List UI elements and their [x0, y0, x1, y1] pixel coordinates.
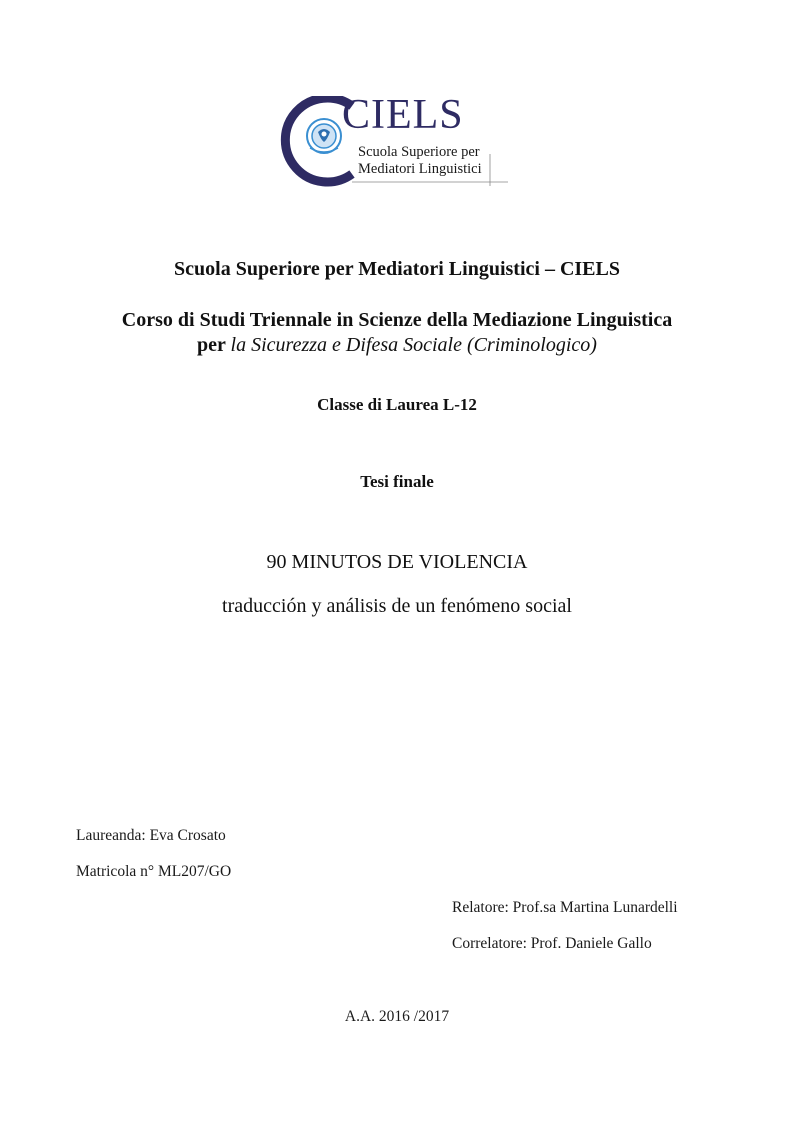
- logo-subtitle-line1: Scuola Superiore per: [358, 144, 480, 160]
- course-line2-suffix: (Criminologico): [466, 334, 597, 356]
- course-line1: Corso di Studi Triennale in Scienze della Mediazione Linguistica: [121, 309, 673, 331]
- thesis-title: 90 MINUTOS DE VIOLENCIA: [266, 551, 528, 573]
- degree-class: Classe di Laurea L-12: [317, 395, 477, 414]
- logo-wordmark: CIELS: [342, 92, 464, 138]
- relatore: Relatore: Prof.sa Martina Lunardelli: [452, 899, 678, 916]
- thesis-label: Tesi finale: [360, 472, 434, 491]
- thesis-subtitle: traducción y análisis de un fenómeno social: [222, 595, 572, 617]
- correlatore: Correlatore: Prof. Daniele Gallo: [452, 935, 652, 952]
- academic-year: A.A. 2016 /2017: [344, 1008, 450, 1025]
- ciels-logo: [280, 92, 510, 188]
- student-matricola: Matricola n° ML207/GO: [76, 863, 232, 880]
- course-line2-prefix: per: [197, 334, 226, 356]
- course-line2: [0, 335, 794, 355]
- student-name: Laureanda: Eva Crosato: [76, 827, 226, 844]
- logo-subtitle-line2: Mediatori Linguistici: [358, 161, 482, 177]
- school-name: Scuola Superiore per Mediatori Linguistici – CIELS: [174, 258, 620, 280]
- course-line2-italic: la Sicurezza e Difesa Sociale: [230, 334, 462, 356]
